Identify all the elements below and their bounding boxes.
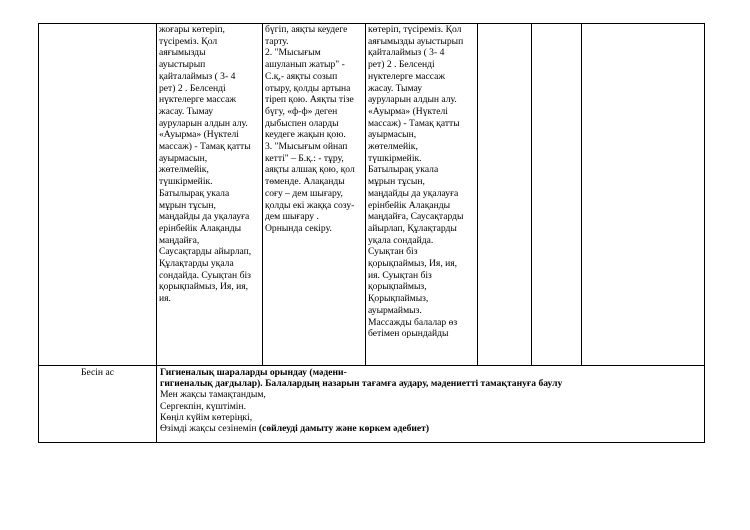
meal-poem-line4-text: Өзімді жақсы сезінемін xyxy=(160,423,259,435)
empty-cell-col6 xyxy=(532,24,582,366)
exercise-text-col4: көтеріп, түсіреміз. Қол аяғымызды ауыстырып қайталаймыз ( 3- 4 рет) 2 . Белсенді нүктелерге массаж жасау. Тымау ауруларын алдын алу. «Ауырма» (Нүктелі массаж) - Тамақ қатты ауырмасын, жөтелмейік, түшкірмейік. Батылырақ укала мұрын тұсын, маңдайды да уқалауға ерінбейік Алақанды маңдайға, Саусақтарды айырлап, Құлақтарды уқала сондайда. Суықтан біз қорықпаймыз, Ия, ия, ия. Суықтан біз қорықпаймыз, Қорықпаймыз, ауырмаймыз. Массажды балалар өз бетімен орындайды xyxy=(368,24,464,340)
exercise-text-col3: бүгіп, аяқты кеудеге тарту. 2. "Мысығым ашуланып жатыр" - С.қ,- аяқты созып отыру, қолды артына тіреп қою. Аяқты тізе бүгу, «ф-ф» деген дыбыспен оларды кеудеге жақын қою. 3. "Мысығым ойнап кетті" – Б.қ.: - тұру, аяқты алшақ қою, қол төменде. Алақанды соғу – дем шығару, қолды екі жаққа созу- дем шығару . Орнында секіру. xyxy=(265,24,355,234)
meal-hygiene-line1: Гигиеналық шараларды орындау (мәдени- xyxy=(160,367,347,378)
meal-poem-line3: Көңіл күйім көтеріңкі, xyxy=(160,411,253,423)
meal-poem-line2: Сергекпін, күштімін. xyxy=(160,400,247,412)
empty-cell-col5 xyxy=(478,24,532,366)
meal-subject-note: (сөйлеуді дамыту және көркем әдебиет) xyxy=(258,423,430,435)
empty-cell-col7 xyxy=(582,24,705,366)
row-label-cell-empty xyxy=(39,24,157,366)
exercise-row xyxy=(39,24,705,366)
meal-content xyxy=(157,366,704,434)
meal-label: Бесін ас xyxy=(81,367,114,378)
meal-poem-line4 xyxy=(160,423,702,434)
exercise-cell-col4 xyxy=(366,24,478,366)
exercise-cell-col3 xyxy=(263,24,366,366)
meal-poem-line1: Мен жақсы тамақтандым, xyxy=(160,389,266,401)
meal-label-cell xyxy=(39,366,157,443)
exercise-text-col2: жоғары көтеріп, түсіреміз. Қол аяғымызды ауыстырып қайталаймыз ( 3- 4 рет) 2 . Белсенді нүктелерге массаж жасау. Тымау ауруларын алдын алу. «Ауырма» (Нүктелі массаж) - Тамақ қатты ауырмасын, жөтелмейік, түшкірмейік. Батылырақ укала мұрын тұсын, маңдайды да уқалауға ерінбейік Алақанды маңдайға, Саусақтарды айырлап, Құлақтарды уқала сондайда. Суықтан біз қорықпаймыз, Ия, ия, ия. xyxy=(159,24,252,305)
exercise-cell-col2 xyxy=(157,24,263,366)
meal-hygiene-line2: гигиеналық дағдылар). Балалардың назарын тағамға аудару, мәдениетті тамақтануға баулу xyxy=(160,378,563,390)
schedule-table xyxy=(38,23,705,443)
meal-row xyxy=(39,366,705,443)
meal-content-cell xyxy=(157,366,705,443)
